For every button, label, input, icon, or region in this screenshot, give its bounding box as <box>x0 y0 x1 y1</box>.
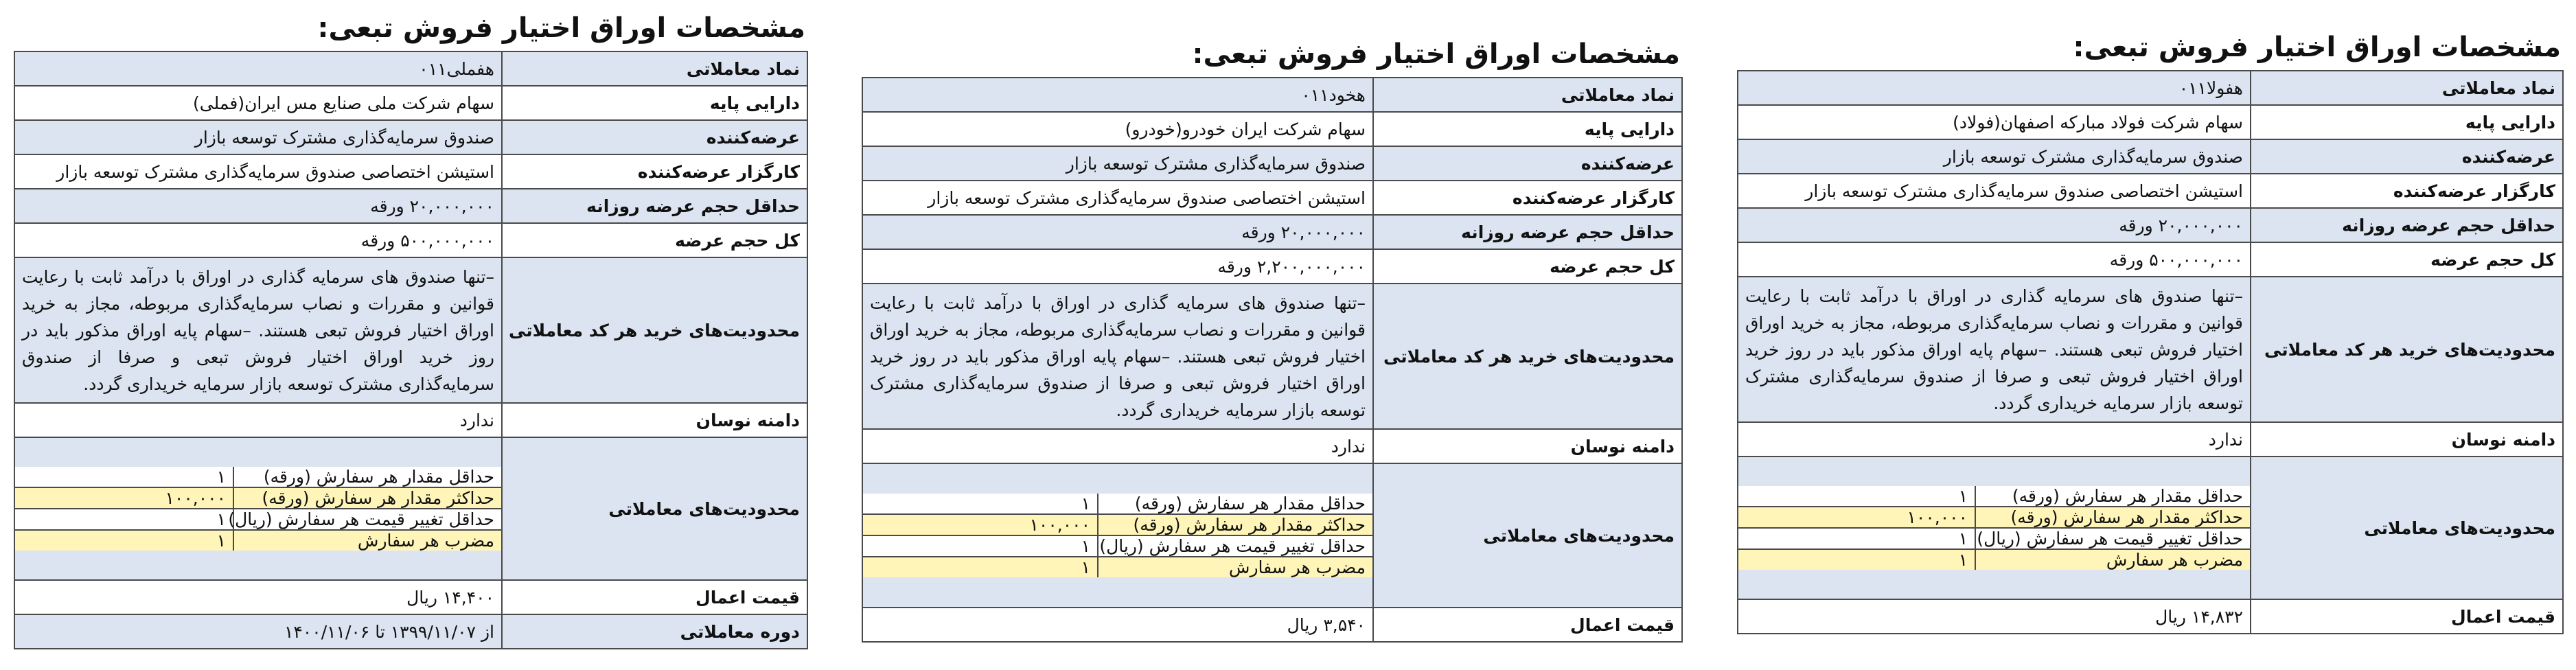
spec-panel-khodro <box>862 32 1683 643</box>
spec-panel-folad <box>1737 25 2564 634</box>
row-range <box>1738 422 2563 457</box>
label-broker: کارگزار عرضه‌کننده <box>1373 181 1682 215</box>
limit-label: حداقل تغییر قیمت هر سفارش (ریال) <box>1098 535 1372 557</box>
limit-label: مضرب هر سفارش <box>1975 549 2250 570</box>
limit-label: حداقل مقدار هر سفارش (ورقه) <box>1975 486 2250 507</box>
label-price: قیمت اعمال <box>1373 608 1682 642</box>
row-underlying <box>1738 105 2563 139</box>
limit-row <box>1738 528 2250 549</box>
row-price <box>1738 599 2563 634</box>
value-range: ندارد <box>862 429 1373 463</box>
limit-row <box>1738 507 2250 528</box>
value-period: از ۱۳۹۹/۱۱/۰۷ تا ۱۴۰۰/۱۱/۰۶ <box>14 614 502 649</box>
label-broker: کارگزار عرضه‌کننده <box>502 154 807 189</box>
trading-limits-table <box>15 467 501 551</box>
label-issuer: عرضه‌کننده <box>1373 146 1682 181</box>
label-range: دامنه نوسان <box>2251 422 2563 457</box>
limit-value: ۱ <box>1738 549 1975 570</box>
row-total <box>862 249 1682 284</box>
label-total: کل حجم عرضه <box>502 223 807 257</box>
value-purchase-limits: –تنها صندوق های سرمایه گذاری در اوراق با درآمد ثابت با رعایت قوانین و مقررات و نصاب سرمایه‌گذاری مربوطه، مجاز به خرید اوراق اختیار فروش تبعی هستند. –سهام پایه اوراق مذکور باید در روز خرید اوراق اختیار فروش تبعی و صرفا از صندوق سرمایه‌گذاری مشترک توسعه بازار سرمایه خریداری گردد. <box>862 284 1373 429</box>
value-underlying: سهام شرکت ملی صنایع مس ایران(فملی) <box>14 86 502 120</box>
limit-value: ۱۰۰,۰۰۰ <box>1738 507 1975 528</box>
panel-title: مشخصات اوراق اختیار فروش تبعی: <box>317 12 805 44</box>
limit-row <box>1738 549 2250 570</box>
row-period <box>14 614 807 649</box>
row-range <box>862 429 1682 463</box>
row-underlying <box>14 86 807 120</box>
label-symbol: نماد معاملاتی <box>502 51 807 86</box>
limit-value: ۱ <box>15 530 233 551</box>
value-broker: استیشن اختصاصی صندوق سرمایه‌گذاری مشترک توسعه بازار <box>14 154 502 189</box>
value-price: ۳,۵۴۰ ریال <box>862 608 1373 642</box>
row-range <box>14 403 807 437</box>
row-symbol <box>14 51 807 86</box>
row-total <box>1738 242 2563 277</box>
value-underlying: سهام شرکت ایران خودرو(خودرو) <box>862 112 1373 146</box>
value-min-daily: ۲۰,۰۰۰,۰۰۰ ورقه <box>1738 208 2251 242</box>
limit-row <box>863 514 1372 535</box>
limit-row <box>15 509 501 530</box>
label-underlying: دارایی پایه <box>502 86 807 120</box>
row-min-daily <box>1738 208 2563 242</box>
panel-title: مشخصات اوراق اختیار فروش تبعی: <box>2073 32 2561 63</box>
limit-label: حداکثر مقدار هر سفارش (ورقه) <box>1975 507 2250 528</box>
limit-label: حداقل تغییر قیمت هر سفارش (ریال) <box>1975 528 2250 549</box>
value-trading-limits <box>1738 457 2251 599</box>
label-trading-limits: محدودیت‌های معاملاتی <box>502 437 807 580</box>
value-min-daily: ۲۰,۰۰۰,۰۰۰ ورقه <box>862 215 1373 249</box>
row-issuer <box>862 146 1682 181</box>
row-issuer <box>1738 139 2563 174</box>
label-min-daily: حداقل حجم عرضه روزانه <box>2251 208 2563 242</box>
row-trading-limits <box>1738 457 2563 599</box>
label-broker: کارگزار عرضه‌کننده <box>2251 174 2563 208</box>
limit-row <box>1738 486 2250 507</box>
row-purchase-limits <box>14 257 807 403</box>
panel-title: مشخصات اوراق اختیار فروش تبعی: <box>1192 38 1680 70</box>
label-period: دوره معاملاتی <box>502 614 807 649</box>
value-purchase-limits: –تنها صندوق های سرمایه گذاری در اوراق با درآمد ثابت با رعایت قوانین و مقررات و نصاب سرمایه‌گذاری مربوطه، مجاز به خرید اوراق اختیار فروش تبعی هستند. –سهام پایه اوراق مذکور باید در روز خرید اوراق اختیار فروش تبعی و صرفا از صندوق سرمایه‌گذاری مشترک توسعه بازار سرمایه خریداری گردد. <box>14 257 502 403</box>
row-price <box>14 580 807 614</box>
row-total <box>14 223 807 257</box>
trading-limits-table <box>863 494 1372 577</box>
row-broker <box>862 181 1682 215</box>
label-purchase-limits: محدودیت‌های خرید هر کد معاملاتی <box>502 257 807 403</box>
limit-label: حداقل مقدار هر سفارش (ورقه) <box>233 467 501 487</box>
label-range: دامنه نوسان <box>1373 429 1682 463</box>
label-underlying: دارایی پایه <box>1373 112 1682 146</box>
value-issuer: صندوق سرمایه‌گذاری مشترک توسعه بازار <box>862 146 1373 181</box>
row-trading-limits <box>14 437 807 580</box>
label-symbol: نماد معاملاتی <box>1373 78 1682 112</box>
value-total: ۲,۲۰۰,۰۰۰,۰۰۰ ورقه <box>862 249 1373 284</box>
row-trading-limits <box>862 463 1682 608</box>
spec-table <box>1737 70 2564 634</box>
row-broker <box>14 154 807 189</box>
limit-row <box>863 535 1372 557</box>
value-range: ندارد <box>1738 422 2251 457</box>
limit-row <box>15 467 501 487</box>
limit-row <box>863 557 1372 577</box>
spec-table <box>862 77 1683 643</box>
limit-value: ۱ <box>1738 528 1975 549</box>
value-min-daily: ۲۰,۰۰۰,۰۰۰ ورقه <box>14 189 502 223</box>
label-underlying: دارایی پایه <box>2251 105 2563 139</box>
limit-row <box>863 494 1372 514</box>
label-total: کل حجم عرضه <box>1373 249 1682 284</box>
limit-row <box>15 487 501 509</box>
limit-value: ۱ <box>15 509 233 530</box>
row-issuer <box>14 120 807 154</box>
value-symbol: هفولا۰۱۱ <box>1738 71 2251 105</box>
spec-panel-fameli <box>14 5 808 649</box>
limit-label: مضرب هر سفارش <box>233 530 501 551</box>
trading-limits-table <box>1738 486 2250 570</box>
label-trading-limits: محدودیت‌های معاملاتی <box>1373 463 1682 608</box>
label-symbol: نماد معاملاتی <box>2251 71 2563 105</box>
value-issuer: صندوق سرمایه‌گذاری مشترک توسعه بازار <box>14 120 502 154</box>
label-price: قیمت اعمال <box>502 580 807 614</box>
row-underlying <box>862 112 1682 146</box>
value-broker: استیشن اختصاصی صندوق سرمایه‌گذاری مشترک توسعه بازار <box>862 181 1373 215</box>
label-price: قیمت اعمال <box>2251 599 2563 634</box>
limit-value: ۱ <box>863 535 1098 557</box>
value-symbol: هفملی۰۱۱ <box>14 51 502 86</box>
limit-row <box>15 530 501 551</box>
label-purchase-limits: محدودیت‌های خرید هر کد معاملاتی <box>1373 284 1682 429</box>
row-min-daily <box>14 189 807 223</box>
value-trading-limits <box>862 463 1373 608</box>
value-total: ۵۰۰,۰۰۰,۰۰۰ ورقه <box>14 223 502 257</box>
value-range: ندارد <box>14 403 502 437</box>
limit-value: ۱۰۰,۰۰۰ <box>863 514 1098 535</box>
label-issuer: عرضه‌کننده <box>502 120 807 154</box>
limit-value: ۱ <box>1738 486 1975 507</box>
label-min-daily: حداقل حجم عرضه روزانه <box>502 189 807 223</box>
value-broker: استیشن اختصاصی صندوق سرمایه‌گذاری مشترک توسعه بازار <box>1738 174 2251 208</box>
limit-label: حداقل تغییر قیمت هر سفارش (ریال) <box>233 509 501 530</box>
label-min-daily: حداقل حجم عرضه روزانه <box>1373 215 1682 249</box>
row-purchase-limits <box>1738 277 2563 422</box>
row-symbol <box>862 78 1682 112</box>
row-min-daily <box>862 215 1682 249</box>
value-total: ۵۰۰,۰۰۰,۰۰۰ ورقه <box>1738 242 2251 277</box>
limit-label: مضرب هر سفارش <box>1098 557 1372 577</box>
row-price <box>862 608 1682 642</box>
limit-value: ۱ <box>15 467 233 487</box>
spec-table <box>14 51 808 649</box>
value-issuer: صندوق سرمایه‌گذاری مشترک توسعه بازار <box>1738 139 2251 174</box>
row-purchase-limits <box>862 284 1682 429</box>
limit-value: ۱ <box>863 494 1098 514</box>
value-underlying: سهام شرکت فولاد مبارکه اصفهان(فولاد) <box>1738 105 2251 139</box>
label-range: دامنه نوسان <box>502 403 807 437</box>
value-symbol: هخود۰۱۱ <box>862 78 1373 112</box>
label-trading-limits: محدودیت‌های معاملاتی <box>2251 457 2563 599</box>
limit-value: ۱ <box>863 557 1098 577</box>
row-broker <box>1738 174 2563 208</box>
label-purchase-limits: محدودیت‌های خرید هر کد معاملاتی <box>2251 277 2563 422</box>
limit-value: ۱۰۰,۰۰۰ <box>15 487 233 509</box>
label-total: کل حجم عرضه <box>2251 242 2563 277</box>
value-price: ۱۴,۸۳۲ ریال <box>1738 599 2251 634</box>
limit-label: حداقل مقدار هر سفارش (ورقه) <box>1098 494 1372 514</box>
label-issuer: عرضه‌کننده <box>2251 139 2563 174</box>
value-trading-limits <box>14 437 502 580</box>
limit-label: حداکثر مقدار هر سفارش (ورقه) <box>233 487 501 509</box>
row-symbol <box>1738 71 2563 105</box>
value-purchase-limits: –تنها صندوق های سرمایه گذاری در اوراق با درآمد ثابت با رعایت قوانین و مقررات و نصاب سرمایه‌گذاری مربوطه، مجاز به خرید اوراق اختیار فروش تبعی هستند. –سهام پایه اوراق مذکور باید در روز خرید اوراق اختیار فروش تبعی و صرفا از صندوق سرمایه‌گذاری مشترک توسعه بازار سرمایه خریداری گردد. <box>1738 277 2251 422</box>
limit-label: حداکثر مقدار هر سفارش (ورقه) <box>1098 514 1372 535</box>
value-price: ۱۴,۴۰۰ ریال <box>14 580 502 614</box>
